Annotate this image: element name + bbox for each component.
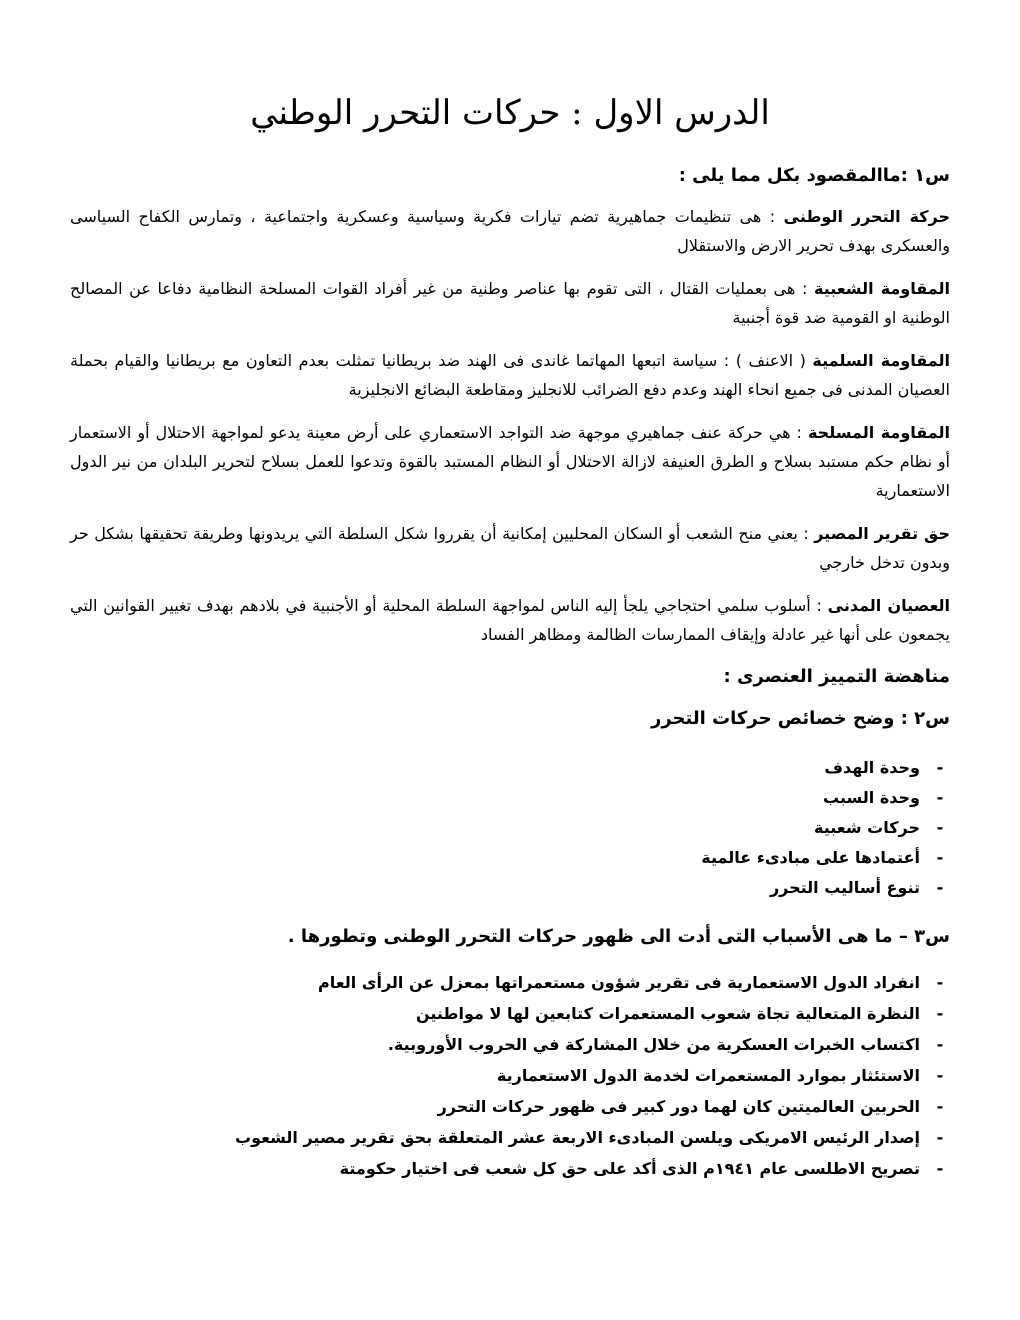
definitions <box>70 202 950 649</box>
list-item: - انفراد الدول الاستعمارية فى تقرير شؤون مستعمراتها بمعزل عن الرأى العام <box>70 967 950 998</box>
list-item: - النظرة المتعالية تجاة شعوب المستعمرات كتابعين لها لا مواطنين <box>70 998 950 1029</box>
definition-peaceful-resistance <box>70 346 950 404</box>
bullet-dash: - <box>936 818 944 837</box>
q2-list <box>70 753 950 903</box>
definition-term: العصيان المدنى <box>827 596 950 615</box>
list-item: - الحربين العالميتين كان لهما دور كبير فى ظهور حركات التحرر <box>70 1091 950 1122</box>
bullet-dash: - <box>936 788 944 807</box>
bullet-dash: - <box>936 848 944 867</box>
list-item: - تنوع أساليب التحرر <box>70 873 950 903</box>
definition-armed-resistance <box>70 418 950 505</box>
question-1: س١ :ماالمقصود بكل مما يلى : <box>678 165 950 186</box>
definition-text: : هى تنظيمات جماهيرية تضم تيارات فكرية وسياسية وعسكرية واجتماعية ، وتمارس الكفاح السياسى والعسكرى بهدف تحرير الارض والاستقلال <box>70 207 950 255</box>
list-item: - اكتساب الخبرات العسكرية من خلال المشاركة في الحروب الأوروبية. <box>70 1029 950 1060</box>
bullet-dash: - <box>936 1097 944 1116</box>
definition-text: : يعني منح الشعب أو السكان المحليين إمكانية أن يقرروا شكل السلطة التي يريدونها وطريقة تحقيقها بشكل حر وبدون تدخل خارجي <box>70 524 950 572</box>
list-item: - أعتمادها على مبادىء عالمية <box>70 843 950 873</box>
definition-text: : هي حركة عنف جماهيري موجهة ضد التواجد الاستعماري على أرض معينة يدعو لمواجهة الاحتلال أو الاستعمار أو نظام حكم مستبد بسلاح و الطرق العنيفة لازالة الاحتلال أو النظام المستبد بالقوة وتدعوا للعمل بسلاح لتحرير البلدان من نير الدول الاستعمارية <box>70 423 950 500</box>
definition-term: المقاومة المسلحة <box>807 423 951 442</box>
definition-text: ( الاعنف ) : سياسة اتبعها المهاتما غاندى فى الهند ضد بريطانيا تمثلت بعدم التعاون مع بريطانيا والقيام بحملة العصيان المدنى فى جميع انحاء الهند وعدم دفع الضرائب للانجليز ومقاطعة البضائع الانجليزية <box>70 351 950 399</box>
bullet-dash: - <box>936 1066 944 1085</box>
bullet-dash: - <box>936 758 944 777</box>
question-3: س٣ – ما هى الأسباب التى أدت الى ظهور حركات التحرر الوطنى وتطورها . <box>287 926 950 947</box>
definition-term: المقاومة السلمية <box>812 351 950 370</box>
bullet-dash: - <box>936 1004 944 1023</box>
list-item: - حركات شعبية <box>70 813 950 843</box>
definition-civil-disobedience <box>70 591 950 649</box>
q3-list <box>70 967 950 1184</box>
definition-self-determination <box>70 519 950 577</box>
list-item: - إصدار الرئيس الامريكى ويلسن المبادىء الاربعة عشر المتعلقة بحق تقرير مصير الشعوب <box>70 1122 950 1153</box>
question-2: س٢ : وضح خصائص حركات التحرر <box>650 708 950 729</box>
definition-term: المقاومة الشعبية <box>814 279 950 298</box>
heading-racism: مناهضة التمييز العنصرى : <box>723 666 950 687</box>
bullet-dash: - <box>936 878 944 897</box>
bullet-dash: - <box>936 1159 944 1178</box>
list-item: - وحدة الهدف <box>70 753 950 783</box>
definition-term: حركة التحرر الوطنى <box>783 207 951 226</box>
list-item: - الاستئثار بموارد المستعمرات لخدمة الدول الاستعمارية <box>70 1060 950 1091</box>
definition-national-liberation <box>70 202 950 260</box>
list-item: - وحدة السبب <box>70 783 950 813</box>
definition-text: : هى بعمليات القتال ، التى تقوم بها عناصر وطنية من غير أفراد القوات المسلحة النظامية دفاعا عن المصالح الوطنية او القومية ضد قوة أجنبية <box>70 279 950 327</box>
bullet-dash: - <box>936 1035 944 1054</box>
definition-popular-resistance <box>70 274 950 332</box>
definition-term: حق تقرير المصير <box>814 524 950 543</box>
definition-text: : أسلوب سلمي احتجاجي يلجأ إليه الناس لمواجهة السلطة المحلية أو الأجنبية في بلادهم بهدف تغيير القوانين التي يجمعون على أنها غير عادلة وإيقاف الممارسات الظالمة ومظاهر الفساد <box>70 596 950 644</box>
lesson-title: الدرس الاول : حركات التحرر الوطني <box>250 93 770 133</box>
list-item: - تصريح الاطلسى عام ١٩٤١م الذى أكد على حق كل شعب فى اختيار حكومتة <box>70 1153 950 1184</box>
bullet-dash: - <box>936 1128 944 1147</box>
bullet-dash: - <box>936 973 944 992</box>
